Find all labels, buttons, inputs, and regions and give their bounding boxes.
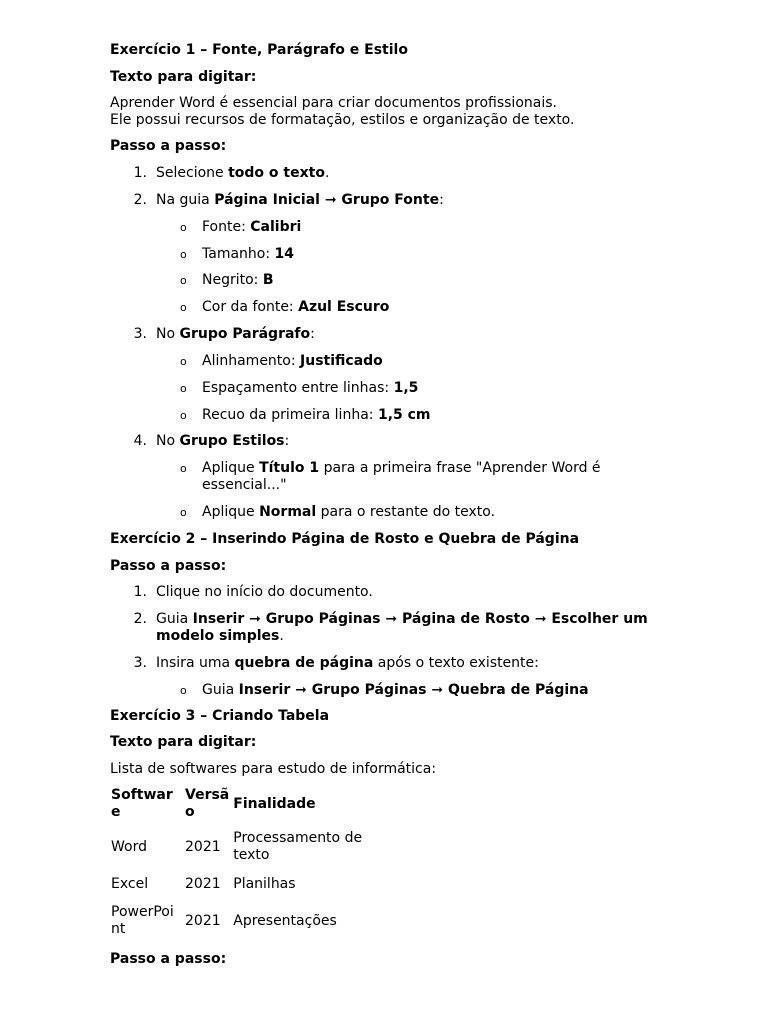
exercise-1-title: Exercício 1 – Fonte, Parágrafo e Estilo: [110, 42, 408, 58]
list-item-bold: Inserir ➞ Grupo Páginas ➞ Página de Rosto ➞ Escolher um: [192, 611, 648, 627]
list-number: 3.: [133, 655, 147, 671]
table-cell: 2021: [185, 875, 221, 892]
sub-item-bold: Normal: [259, 504, 317, 520]
body-text-line: Ele possui recursos de formatação, estilos e organização de texto.: [110, 112, 575, 128]
list-item-text: No: [156, 326, 180, 342]
sub-item-bold: Título 1: [259, 460, 320, 476]
table-header-cell: Finalidade: [233, 795, 316, 812]
sub-item-continuation: essencial...": [202, 477, 287, 493]
sub-list-item: [202, 407, 431, 424]
table-intro-text: Lista de softwares para estudo de informática:: [110, 761, 437, 777]
table-cell: Word: [111, 838, 147, 855]
list-item-text: Na guia: [156, 192, 215, 208]
sub-item-text: Fonte:: [202, 219, 251, 235]
sub-item-bold: 1,5: [393, 380, 419, 396]
body-text-line: Aprender Word é essencial para criar documentos profissionais.: [110, 95, 557, 111]
sub-list-item: [202, 380, 418, 397]
list-item-bold: Página Inicial ➞ Grupo Fonte: [214, 192, 440, 208]
table-cell: 2021: [185, 912, 221, 929]
sub-item-text: Cor da fonte:: [202, 299, 299, 315]
table-header-row: [109, 785, 375, 823]
sub-item-bold: 1,5 cm: [377, 407, 431, 423]
list-number: 2.: [133, 611, 147, 627]
list-item-text: Insira uma: [156, 655, 235, 671]
passo-a-passo-label: Passo a passo:: [110, 951, 227, 967]
bullet-icon: o: [180, 274, 187, 287]
sub-item-text: Espaçamento entre linhas:: [202, 380, 394, 396]
sub-item-bold: Justificado: [300, 353, 383, 369]
sub-item-text: Recuo da primeira linha:: [202, 407, 378, 423]
list-number: 3.: [133, 326, 147, 342]
bullet-icon: o: [180, 506, 187, 519]
table-header-cell: Softwar e: [111, 787, 173, 820]
passo-a-passo-label: Passo a passo:: [110, 558, 227, 574]
list-number: 2.: [133, 192, 147, 208]
list-number: 1.: [133, 584, 147, 600]
sub-item-bold: B: [262, 272, 274, 288]
list-item-text: .: [279, 628, 284, 644]
bullet-icon: o: [180, 221, 187, 234]
list-item: [156, 326, 315, 343]
sub-item-bold: Calibri: [250, 219, 302, 235]
list-item-text: .: [324, 165, 330, 181]
passo-a-passo-label: Passo a passo:: [110, 138, 227, 154]
sub-list-item: [202, 353, 383, 370]
exercise-3-title: Exercício 3 – Criando Tabela: [110, 708, 330, 724]
sub-item-text: Negrito:: [202, 272, 263, 288]
sub-item-text: para a primeira frase "Aprender Word é: [319, 460, 601, 476]
list-item-text: Selecione: [156, 165, 229, 181]
sub-item-text: Alinhamento:: [202, 353, 301, 369]
table-row: [109, 823, 375, 871]
list-item-bold: Grupo Parágrafo: [179, 326, 311, 342]
exercise-2-title: Exercício 2 – Inserindo Página de Rosto e Quebra de Página: [110, 531, 580, 547]
list-item-text: Guia: [156, 611, 193, 627]
table-cell: Planilhas: [233, 875, 296, 892]
list-number: 1.: [133, 165, 147, 181]
sub-item-text: Aplique: [202, 504, 260, 520]
list-item-text: após o texto existente:: [373, 655, 539, 671]
sub-list-item: [202, 299, 389, 316]
list-item-text: :: [310, 326, 315, 342]
list-item-text: :: [439, 192, 444, 208]
bullet-icon: o: [180, 248, 187, 261]
sub-item-text: Aplique: [202, 460, 260, 476]
list-item: [156, 165, 329, 182]
sub-item-bold: Azul Escuro: [298, 299, 390, 315]
bullet-icon: o: [180, 462, 187, 475]
list-item-bold: Grupo Estilos: [179, 433, 285, 449]
list-item-continuation: [156, 628, 284, 645]
table-cell: 2021: [185, 838, 221, 855]
list-item-text: :: [284, 433, 290, 449]
list-item-text: Clique no início do documento.: [156, 584, 373, 600]
sub-list-item: [202, 504, 495, 521]
sub-list-item: [202, 246, 294, 263]
table-row: [109, 871, 375, 897]
bullet-icon: o: [180, 409, 187, 422]
texto-para-digitar-label: Texto para digitar:: [110, 69, 257, 85]
sub-item-bold: Inserir ➞ Grupo Páginas ➞ Quebra de Página: [238, 682, 589, 698]
list-number: 4.: [133, 433, 147, 449]
bullet-icon: o: [180, 684, 187, 697]
list-item: [156, 655, 539, 672]
sub-item-text: Tamanho:: [202, 246, 275, 262]
list-item-text: No: [156, 433, 180, 449]
sub-item-text: para o restante do texto.: [316, 504, 496, 520]
sub-item-text: Guia: [202, 682, 239, 698]
table-cell: Apresentações: [233, 912, 337, 929]
software-table: [109, 785, 375, 945]
bullet-icon: o: [180, 355, 187, 368]
bullet-icon: o: [180, 301, 187, 314]
list-item-bold: quebra de página: [234, 655, 374, 671]
table-cell: Processamento de texto: [233, 830, 363, 863]
table-cell: Excel: [111, 875, 149, 892]
sub-list-item: [202, 682, 589, 699]
list-item-bold: todo o texto: [228, 165, 325, 181]
list-item-bold: modelo simples: [156, 628, 280, 644]
sub-item-bold: 14: [274, 246, 294, 262]
sub-list-item: [202, 272, 274, 289]
table-cell: PowerPoi nt: [111, 904, 174, 937]
texto-para-digitar-label: Texto para digitar:: [110, 734, 257, 750]
bullet-icon: o: [180, 382, 187, 395]
list-item: [156, 611, 648, 628]
table-header-cell: Versã o: [185, 787, 230, 820]
table-row: [109, 897, 375, 945]
list-item: [156, 192, 444, 209]
list-item: [156, 433, 289, 450]
sub-list-item: [202, 219, 301, 236]
sub-list-item: [202, 460, 601, 477]
